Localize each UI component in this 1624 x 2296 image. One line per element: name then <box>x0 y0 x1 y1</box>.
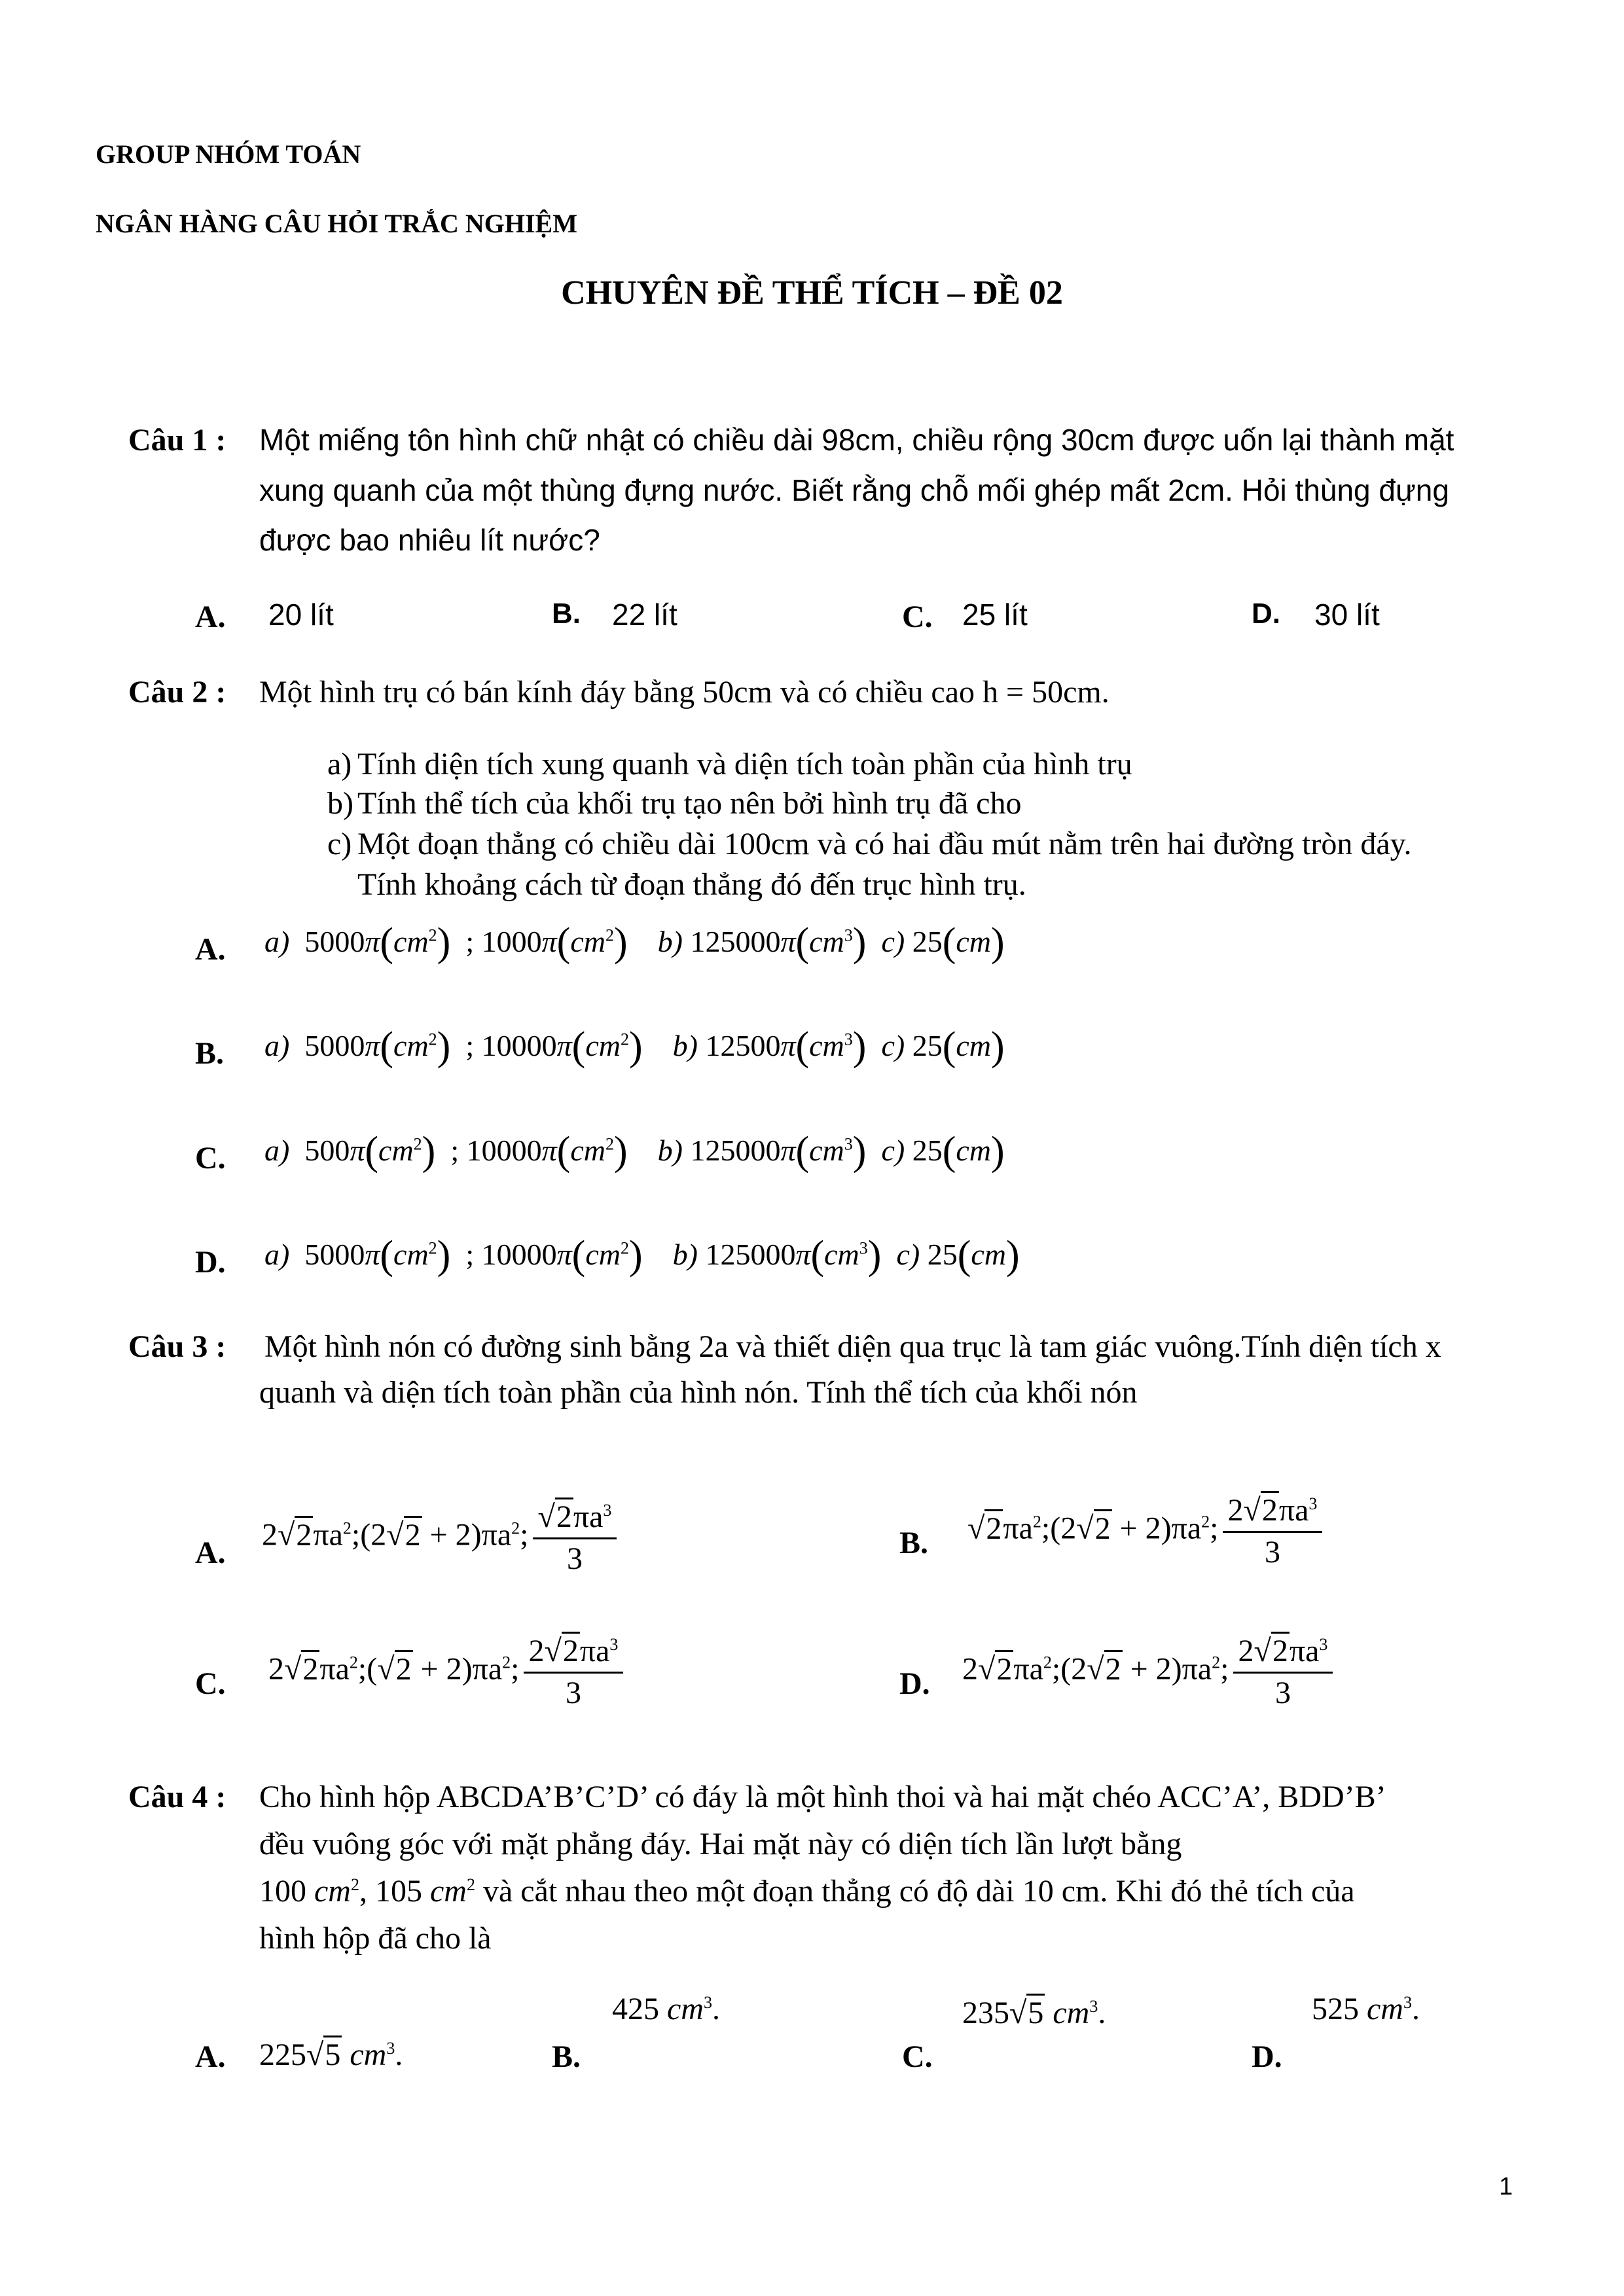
page-number: 1 <box>1499 2173 1513 2200</box>
question-1-line: xung quanh của một thùng đựng nước. Biết rằng chỗ mối ghép mất 2cm. Hỏi thùng đựng <box>259 473 1449 507</box>
q3-option-b-formula: $√2\pi a^2;(2√2 + 2)\pi a^2$; $\frac{2√2\pi a^3}{3}$ <box>967 1492 1322 1570</box>
q4-option-c-value: 235√5 $cm^3$. <box>962 1995 1106 2031</box>
q2-option-b-label: B. <box>195 1036 225 1071</box>
q1-option-c-label: C. <box>902 600 933 634</box>
q2-option-d-formula: a) $5000\pi(cm^2)$ ; $10000\pi(cm^2)$ b) $125000\pi(cm^3)$ c) 25(cm) <box>264 1233 1020 1278</box>
question-bank-title: NGÂN HÀNG CÂU HỎI TRẮC NGHIỆM <box>96 209 577 238</box>
q3-option-c-formula: $2√2\pi a^2;(√2 + 2)\pi a^2$; $\frac{2√2\pi a^3}{3}$ <box>268 1633 623 1711</box>
question-4-line: Cho hình hộp ABCDA’B’C’D’ có đáy là một hình thoi và hai mặt chéo ACC’A’, BDD’B’ <box>259 1780 1386 1814</box>
q4-option-c-label: C. <box>902 2039 933 2074</box>
question-4-label: Câu 4 : <box>128 1780 226 1814</box>
question-2-label: Câu 2 : <box>128 675 226 709</box>
question-3-line: Một hình nón có đường sinh bằng 2a và thiết diện qua trục là tam giác vuông.Tính diện tích x <box>264 1329 1441 1364</box>
q1-option-d-label: D. <box>1252 598 1280 630</box>
question-1-line: Một miếng tôn hình chữ nhật có chiều dài 98cm, chiều rộng 30cm được uốn lại thành mặt <box>259 423 1454 457</box>
q1-option-c-text: 25 lít <box>962 598 1028 632</box>
q2-option-c-label: C. <box>195 1141 226 1175</box>
q1-option-a-label: A. <box>195 600 226 634</box>
q4-option-a-label: A. <box>195 2039 226 2074</box>
q1-option-d-text: 30 lít <box>1314 598 1380 632</box>
q3-option-d-label: D. <box>899 1666 930 1701</box>
q2-option-c-formula: a) $500\pi(cm^2)$ ; $10000\pi(cm^2)$ b) $125000\pi(cm^3)$ c) 25(cm) <box>264 1129 1005 1174</box>
question-1-label: Câu 1 : <box>128 423 226 457</box>
q2-sub-text: Một đoạn thẳng có chiều dài 100cm và có hai đầu mút nằm trên hai đường tròn đáy. <box>357 827 1412 861</box>
group-name: GROUP NHÓM TOÁN <box>96 139 361 169</box>
q3-option-d-formula: $2√2\pi a^2;(2√2 + 2)\pi a^2$; $\frac{2√2\pi a^3}{3}$ <box>962 1633 1333 1711</box>
page-title: CHUYÊN ĐỀ THỂ TÍCH – ĐỀ 02 <box>561 274 1063 312</box>
q3-option-a-label: A. <box>195 1535 226 1570</box>
q1-option-b-label: B. <box>552 598 581 630</box>
question-4-line: đều vuông góc với mặt phẳng đáy. Hai mặt này có diện tích lần lượt bằng <box>259 1827 1182 1861</box>
question-3-label: Câu 3 : <box>128 1329 226 1364</box>
q2-option-a-label: A. <box>195 932 226 967</box>
q3-option-c-label: C. <box>195 1666 226 1701</box>
q2-sub-text: Tính diện tích xung quanh và diện tích toàn phần của hình trụ <box>357 747 1132 781</box>
q4-option-d-label: D. <box>1252 2039 1282 2074</box>
q2-sub-marker: a) <box>327 747 352 781</box>
question-1-line: được bao nhiêu lít nước? <box>259 523 600 557</box>
question-3-line: quanh và diện tích toàn phần của hình nón. Tính thể tích của khối nón <box>259 1375 1138 1410</box>
q4-option-a-value: 225√5 $cm^3$. <box>259 2037 403 2073</box>
q4-option-d-value: 525 $cm^3$. <box>1312 1992 1420 2026</box>
question-4-line: 100 $cm^2$, 105 $cm^2$ và cắt nhau theo một đoạn thẳng có độ dài 10 cm. Khi đó thẻ tích của <box>259 1874 1355 1909</box>
q4-option-b-value: 425 $cm^3$. <box>612 1992 720 2026</box>
q1-option-a-text: 20 lít <box>268 598 334 632</box>
q2-option-d-label: D. <box>195 1245 226 1280</box>
question-4-line: hình hộp đã cho là <box>259 1921 492 1956</box>
q2-sub-text: Tính thể tích của khối trụ tạo nên bởi hình trụ đã cho <box>357 786 1022 821</box>
q2-option-a-formula: a) $5000\pi(cm^2)$ ; $1000\pi(cm^2)$ b) $125000\pi(cm^3)$ c) 25(cm) <box>264 920 1005 965</box>
q2-sub-marker: b) <box>327 786 353 821</box>
q2-sub-marker: c) <box>327 827 352 861</box>
q2-option-b-formula: a) $5000\pi(cm^2)$ ; $10000\pi(cm^2)$ b) $12500\pi(cm^3)$ c) 25(cm) <box>264 1024 1005 1069</box>
question-2-stem: Một hình trụ có bán kính đáy bằng 50cm và có chiều cao h = 50cm. <box>259 675 1110 709</box>
q2-sub-text: Tính khoảng cách từ đoạn thẳng đó đến trục hình trụ. <box>357 867 1026 902</box>
q4-option-b-label: B. <box>552 2039 581 2074</box>
q3-option-b-label: B. <box>899 1526 929 1560</box>
q3-option-a-formula: $2√2\pi a^2;(2√2 + 2)\pi a^2$; $\frac{√2\pi a^3}{3}$ <box>262 1499 617 1577</box>
q1-option-b-text: 22 lít <box>612 598 677 632</box>
